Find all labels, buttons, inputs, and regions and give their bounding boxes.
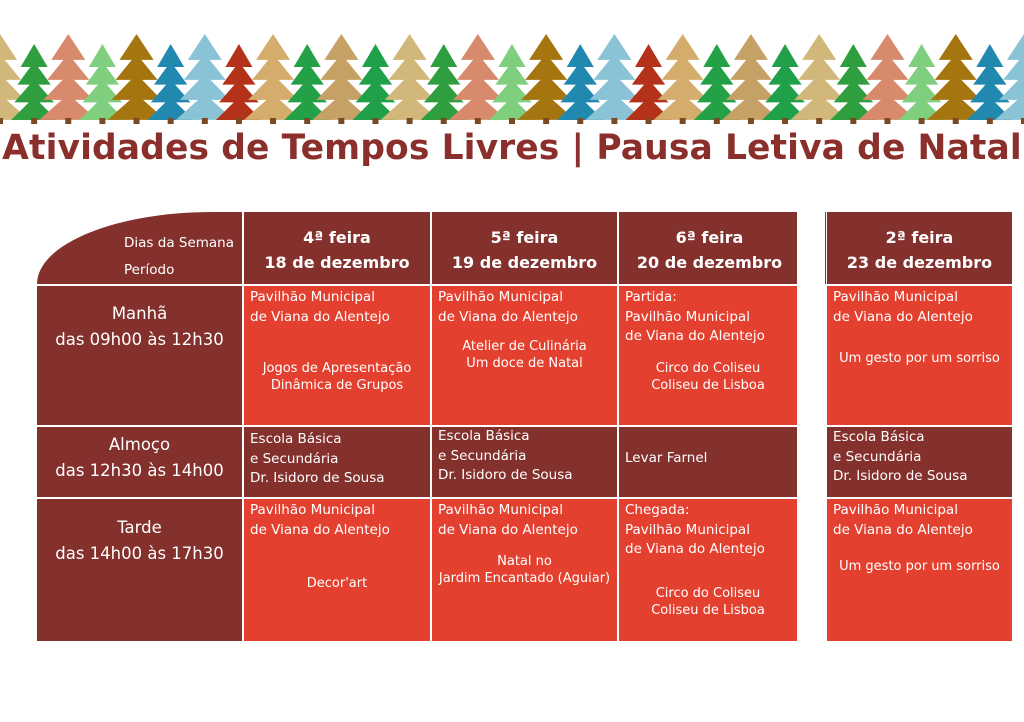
period-name: Almoço bbox=[108, 435, 171, 454]
period-morning bbox=[37, 286, 242, 425]
cell-lunch-mon: Escola Básica e Secundária Dr. Isidoro de Sousa bbox=[827, 427, 1012, 497]
period-afternoon bbox=[37, 499, 242, 641]
tree-icon bbox=[790, 34, 848, 124]
location-text: Pavilhão Municipal de Viana do Alentejo bbox=[438, 502, 578, 538]
cell-morning-wed bbox=[244, 286, 430, 425]
day-header-mon bbox=[827, 212, 1012, 284]
day-date: 19 de dezembro bbox=[451, 253, 598, 272]
location-text: Partida: Pavilhão Municipal de Viana do Alentejo bbox=[625, 289, 765, 344]
period-name: Manhã bbox=[111, 304, 168, 323]
period-name: Tarde bbox=[117, 518, 162, 537]
activity-text: Um gesto por um sorriso bbox=[839, 559, 1000, 574]
tree-icon bbox=[517, 34, 575, 124]
day-header-wed bbox=[244, 212, 430, 284]
cell-lunch-thu: Escola Básica e Secundária Dr. Isidoro de Sousa bbox=[432, 427, 617, 497]
tree-icon bbox=[381, 34, 439, 124]
tree-icon bbox=[244, 34, 302, 124]
tree-icon bbox=[654, 34, 712, 124]
location-text: Pavilhão Municipal de Viana do Alentejo bbox=[250, 289, 390, 325]
corner-period-label: Período bbox=[124, 262, 175, 278]
day-weekday: 5ª feira bbox=[490, 228, 559, 247]
cell-morning-thu bbox=[432, 286, 617, 425]
corner-header bbox=[37, 212, 242, 284]
location-text: Pavilhão Municipal de Viana do Alentejo bbox=[833, 289, 973, 325]
cell-afternoon-fri bbox=[619, 499, 797, 641]
location-text: Pavilhão Municipal de Viana do Alentejo bbox=[438, 289, 578, 325]
cell-morning-fri bbox=[619, 286, 797, 425]
period-time: das 09h00 às 12h30 bbox=[55, 330, 224, 349]
day-date: 20 de dezembro bbox=[636, 253, 783, 272]
tree-icon bbox=[108, 34, 166, 124]
day-date: 18 de dezembro bbox=[264, 253, 410, 272]
day-date: 23 de dezembro bbox=[846, 253, 993, 272]
activity-text: Jogos de Apresentação Dinâmica de Grupos bbox=[262, 361, 412, 393]
day-weekday: 2ª feira bbox=[885, 228, 954, 247]
activity-text: Um gesto por um sorriso bbox=[839, 351, 1000, 366]
activity-text: Decor'art bbox=[306, 576, 368, 591]
tree-icon bbox=[39, 34, 97, 124]
corner-days-label: Dias da Semana bbox=[124, 235, 235, 251]
activity-text: Circo do Coliseu Coliseu de Lisboa bbox=[651, 586, 765, 618]
location-text: Chegada: Pavilhão Municipal de Viana do Alentejo bbox=[625, 502, 765, 557]
tree-icon bbox=[449, 34, 507, 124]
cell-afternoon-thu bbox=[432, 499, 617, 641]
location-text: Pavilhão Municipal de Viana do Alentejo bbox=[250, 502, 390, 538]
day-weekday: 6ª feira bbox=[675, 228, 744, 247]
tree-icon bbox=[858, 34, 916, 124]
christmas-trees-banner bbox=[0, 30, 1024, 125]
cell-lunch-wed: Escola Básica e Secundária Dr. Isidoro de Sousa bbox=[244, 427, 430, 497]
page-title: Atividades de Tempos Livres | Pausa Letiva de Natal bbox=[2, 128, 1022, 168]
tree-icon bbox=[312, 34, 370, 124]
cell-lunch-fri: Levar Farnel bbox=[619, 427, 797, 497]
period-time: das 14h00 às 17h30 bbox=[55, 544, 224, 563]
period-time: das 12h30 às 14h00 bbox=[55, 461, 224, 480]
activity-text: Atelier de Culinária Um doce de Natal bbox=[462, 339, 587, 371]
activity-text: Circo do Coliseu Coliseu de Lisboa bbox=[651, 361, 765, 393]
tree-icon bbox=[722, 34, 780, 124]
period-lunch bbox=[37, 427, 242, 497]
day-weekday: 4ª feira bbox=[303, 228, 371, 247]
day-header-thu bbox=[432, 212, 617, 284]
location-text: Pavilhão Municipal de Viana do Alentejo bbox=[833, 502, 973, 538]
cell-afternoon-mon bbox=[827, 499, 1012, 641]
day-header-fri bbox=[619, 212, 788, 284]
tree-icon bbox=[585, 34, 643, 124]
weekend-gap bbox=[797, 212, 825, 642]
tree-icon bbox=[927, 34, 985, 124]
cell-afternoon-wed bbox=[244, 499, 430, 641]
tree-icon bbox=[176, 34, 234, 124]
activity-text: Natal no Jardim Encantado (Aguiar) bbox=[438, 554, 611, 586]
cell-morning-mon bbox=[827, 286, 1012, 425]
